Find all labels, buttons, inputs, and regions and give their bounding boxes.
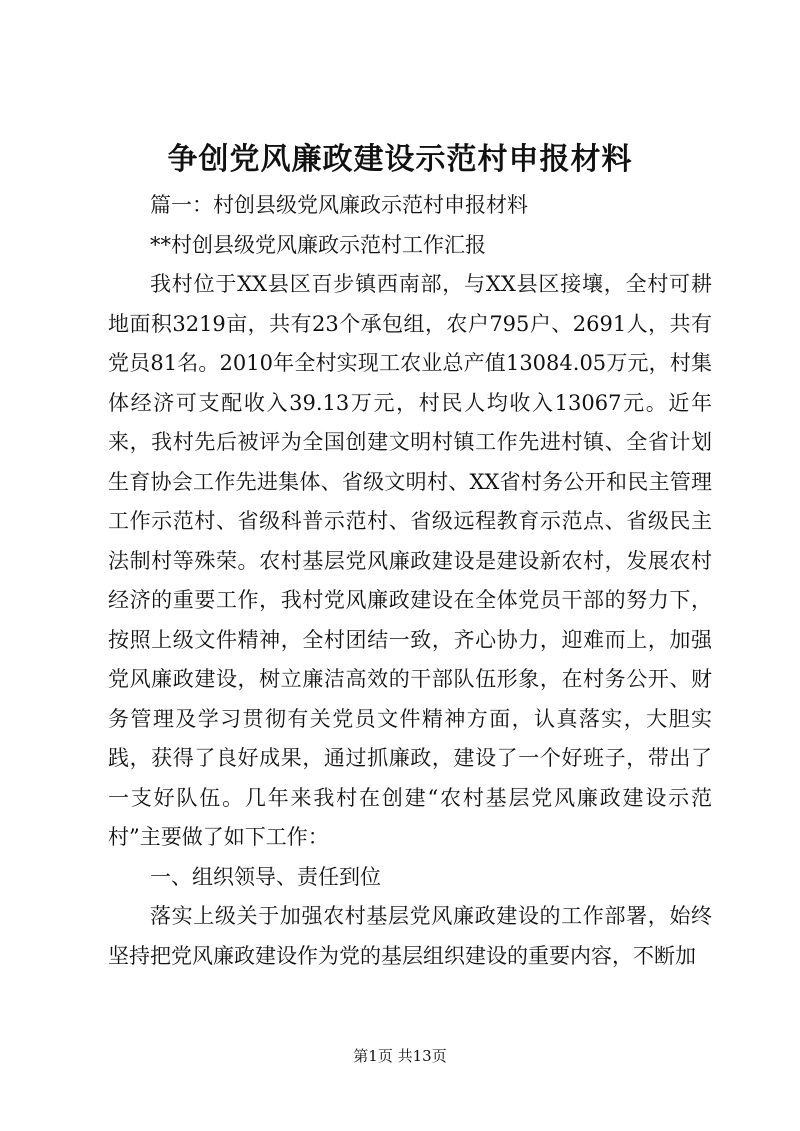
document-title: 争创党风廉政建设示范村申报材料: [167, 142, 633, 177]
body-paragraph: 我村位于XX县区百步镇西南部，与XX县区接壤，全村可耕地面积3219亩，共有23个承包组，农户795户、2691人，共有党员81名。2010年全村实现工农业总产值13084.05万元，村集体经济可支配收入39.13万元，村民人均收入13067元。近年来，我村先后被评为全国创建文明村镇工作先进村镇、全省计划生育协会工作先进集体、省级文明村、XX省村务公开和民主管理工作示范村、省级科普示范村、省级远程教育示范点、省级民主法制村等殊荣。农村基层党风廉政建设是建设新农村，发展农村经济的重要工作，我村党风廉政建设在全体党员干部的努力下，按照上级文件精神，全村团结一致，齐心协力，迎难而上，加强党风廉政建设，树立廉洁高效的干部队伍形象，在村务公开、财务管理及学习贯彻有关党员文件精神方面，认真落实，大胆实践，获得了良好成果，通过抓廉政，建设了一个好班子，带出了一支好队伍。几年来我村在创建“农村基层党风廉政建设示范村”主要做了如下工作：: [108, 272, 712, 849]
section-heading: 一、组织领导、责任到位: [150, 864, 381, 889]
report-heading: **村创县级党风廉政示范村工作汇报: [150, 232, 486, 257]
page-number-footer: 第1页 共13页: [353, 1047, 447, 1065]
body-paragraph: 落实上级关于加强农村基层党风廉政建设的工作部署，始终坚持把党风廉政建设作为党的基层组织建设的重要内容，不断加: [108, 904, 712, 968]
section-heading-part-one: 篇一：村创县级党风廉政示范村申报材料: [150, 193, 528, 217]
document-body: [108, 186, 712, 976]
